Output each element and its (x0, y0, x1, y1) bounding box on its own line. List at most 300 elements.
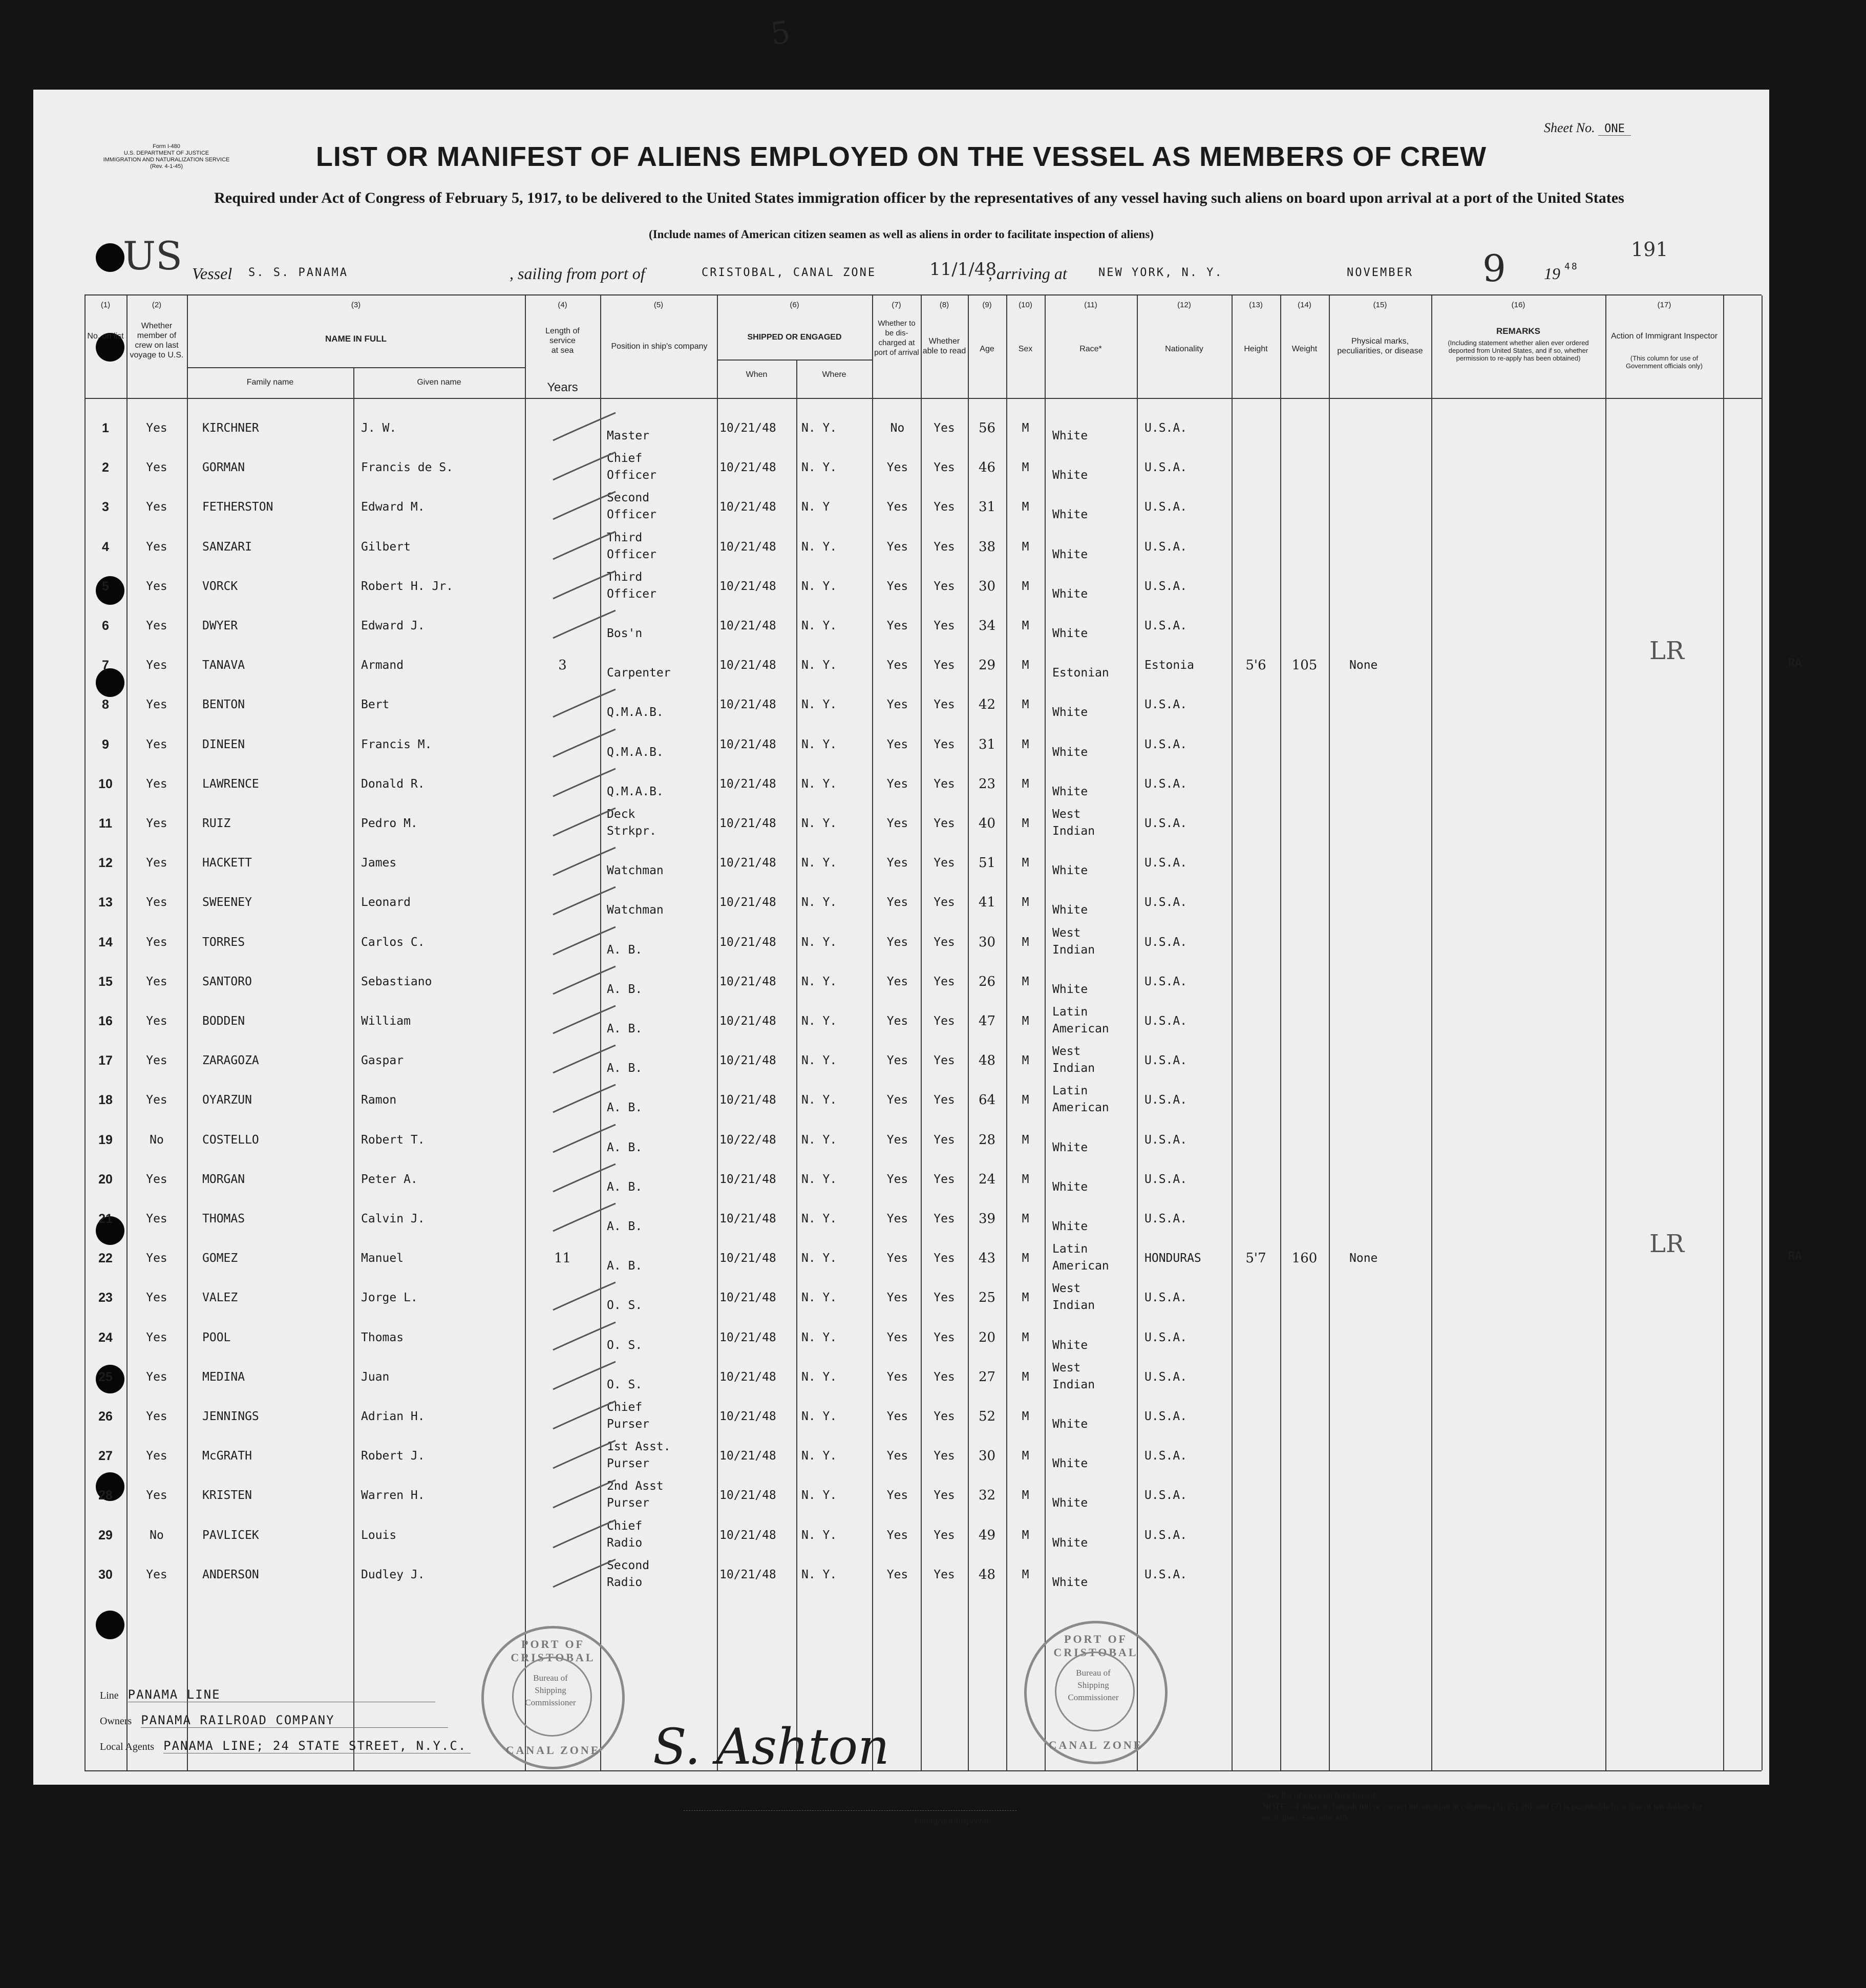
cell-nat: U.S.A. (1144, 540, 1188, 554)
cell-race (1052, 1439, 1137, 1472)
check-mark-icon (548, 569, 620, 605)
cell-disch: Yes (886, 1410, 908, 1423)
cell-where: N. Y. (801, 461, 837, 475)
cell-no: 16 (98, 1014, 113, 1028)
race-line-1 (1052, 1123, 1137, 1139)
cell-read: Yes (934, 421, 955, 435)
cell-no: 21 (98, 1212, 113, 1226)
port-stamp-right: PORT OF CRISTOBAL Bureau of Shipping Commissioner CANAL ZONE (1024, 1621, 1168, 1764)
cell-no: 5 (102, 579, 109, 594)
table-row (84, 1128, 1762, 1167)
cell-where: N. Y. (801, 421, 837, 435)
cell-sex: M (1022, 935, 1029, 949)
cell-nat: U.S.A. (1144, 619, 1188, 632)
cell-family: HACKETT (202, 856, 252, 870)
cell-member: Yes (146, 1093, 167, 1107)
footer-note: *See list of races on back hereof. NOTE.—Failure to furnish full or correct information in columns (3), (5), (6), and (7) is punishable by a fine of ten dollars for each alien. See other side. (1262, 1790, 1703, 1823)
cell-where: N. Y. (801, 1172, 837, 1186)
cell-read: Yes (934, 1212, 955, 1225)
table-row (84, 416, 1762, 455)
cell-age: 27 (978, 1369, 996, 1385)
inspector-label: Immigrant Inspector. (914, 1815, 991, 1826)
race-line-2: Indian (1052, 943, 1095, 957)
position-line-1 (607, 925, 714, 942)
cell-where: N. Y. (801, 1212, 837, 1225)
cell-when: 10/21/48 (719, 619, 776, 632)
top-handwritten-mark: 5 (768, 14, 793, 53)
handwritten-date: 11/1/48 (929, 259, 997, 280)
cell-when: 10/21/48 (719, 935, 776, 949)
col-remarks: REMARKS (1496, 326, 1540, 336)
check-mark-icon (548, 964, 620, 1000)
cell-read: Yes (934, 500, 955, 514)
cell-position (607, 925, 714, 959)
cell-position (607, 845, 714, 879)
cell-age: 32 (978, 1488, 996, 1504)
cell-given: Pedro M. (361, 817, 418, 830)
cell-member: Yes (146, 421, 167, 435)
cell-read: Yes (934, 659, 955, 672)
race-line-2: White (1052, 864, 1088, 878)
cell-where: N. Y. (801, 777, 837, 791)
cell-position (607, 648, 714, 682)
cell-no: 8 (102, 697, 109, 712)
cell-weight: 160 (1291, 1251, 1318, 1266)
position-line-1: Third (607, 531, 643, 544)
cell-service: 3 (558, 658, 567, 673)
cell-disch: Yes (886, 1093, 908, 1107)
check-mark-icon (548, 608, 620, 644)
cell-nat: Estonia (1144, 659, 1194, 672)
cell-race (1052, 490, 1137, 523)
col-where: Where (822, 370, 846, 379)
footer-line: Line PANAMA LINE (100, 1687, 435, 1702)
race-line-1 (1052, 411, 1137, 428)
position-line-2: Q.M.A.B. (607, 706, 664, 720)
cell-age: 34 (978, 618, 996, 633)
cell-read: Yes (934, 698, 955, 712)
cell-position (607, 608, 714, 642)
col-when: When (746, 370, 768, 379)
check-mark-icon (548, 1360, 620, 1395)
cell-given: Gaspar (361, 1054, 404, 1068)
cell-where: N. Y. (801, 1014, 837, 1028)
cell-member: Yes (146, 856, 167, 870)
cell-position (607, 450, 714, 484)
cell-race (1052, 1201, 1137, 1235)
cell-read: Yes (934, 777, 955, 791)
cell-member: Yes (146, 817, 167, 830)
cell-member: Yes (146, 500, 167, 514)
cell-sex: M (1022, 1528, 1029, 1542)
position-line-1 (607, 1360, 714, 1377)
cell-family: SANTORO (202, 975, 252, 988)
cell-race (1052, 411, 1137, 445)
cell-age: 48 (978, 1053, 996, 1069)
cell-where: N. Y. (801, 737, 837, 751)
cell-read: Yes (934, 1133, 955, 1147)
cell-nat: U.S.A. (1144, 1093, 1188, 1107)
cell-where: N. Y. (801, 896, 837, 910)
cell-disch: Yes (886, 1212, 908, 1225)
cell-member: Yes (146, 1054, 167, 1068)
cell-nat: U.S.A. (1144, 1330, 1188, 1344)
cell-race (1052, 1123, 1137, 1156)
cell-member: Yes (146, 461, 167, 475)
position-line-2: A. B. (607, 1180, 643, 1194)
cell-race (1052, 608, 1137, 642)
position-line-1 (607, 727, 714, 744)
position-line-2: Officer (607, 547, 656, 561)
cell-race (1052, 1004, 1137, 1038)
check-mark-icon (548, 530, 620, 565)
cell-family: BENTON (202, 698, 245, 712)
cell-disch: Yes (886, 896, 908, 910)
punch-hole (96, 243, 124, 272)
cell-nat: U.S.A. (1144, 896, 1188, 910)
cell-when: 10/21/48 (719, 896, 776, 910)
cell-age: 30 (978, 1448, 996, 1464)
cell-read: Yes (934, 1449, 955, 1463)
cell-position (607, 1439, 714, 1472)
cell-sex: M (1022, 817, 1029, 830)
cell-age: 24 (978, 1171, 996, 1187)
cell-sex: M (1022, 1172, 1029, 1186)
cell-sex: M (1022, 1489, 1029, 1503)
position-line-2: Strkpr. (607, 824, 656, 838)
cell-height: 5'6 (1245, 658, 1266, 673)
cell-position (607, 1557, 714, 1591)
check-mark-icon (548, 1083, 620, 1118)
cell-position (607, 490, 714, 523)
race-line-1 (1052, 687, 1137, 704)
race-line-1 (1052, 1320, 1137, 1337)
race-line-2: American (1052, 1101, 1109, 1115)
position-line-2: Purser (607, 1496, 650, 1510)
cell-no: 15 (98, 974, 113, 989)
arrival-month: NOVEMBER (1347, 266, 1413, 279)
cell-no: 1 (102, 421, 109, 435)
col-discharged: Whether to be dis-charged at port of arrival (874, 319, 919, 357)
col-physical-marks: Physical marks, peculiarities, or disease (1337, 337, 1423, 355)
cell-race (1052, 1162, 1137, 1196)
check-mark-icon (548, 1557, 620, 1593)
race-line-1 (1052, 1439, 1137, 1455)
cell-family: TORRES (202, 935, 245, 949)
cell-family: KRISTEN (202, 1489, 252, 1503)
race-line-2: Indian (1052, 1062, 1095, 1075)
table-row (84, 1230, 1802, 1285)
position-line-1 (607, 608, 714, 625)
vessel-line: Vessel S. S. PANAMA , sailing from port of CRISTOBAL, CANAL ZONE 11/1/48 , arriving at NEW YORK, N. Y. NOVEMBER 9 19 48 (192, 247, 1579, 290)
check-mark-icon (548, 1478, 620, 1514)
race-line-2: Indian (1052, 824, 1095, 838)
cell-position (607, 964, 714, 998)
ra-annotation: RA (1788, 1250, 1802, 1263)
cell-race (1052, 1320, 1137, 1354)
cell-where: N. Y. (801, 1568, 837, 1581)
cell-where: N. Y. (801, 1489, 837, 1503)
arrival-day: 9 (1482, 247, 1506, 290)
race-line-1 (1052, 727, 1137, 744)
cell-no: 17 (98, 1053, 113, 1068)
cell-nat: U.S.A. (1144, 1528, 1188, 1542)
cell-position (607, 1360, 714, 1393)
race-line-2: White (1052, 627, 1088, 640)
cell-age: 49 (978, 1527, 996, 1543)
cell-race (1052, 687, 1137, 721)
check-mark-icon (548, 1004, 620, 1040)
cell-no: 3 (102, 500, 109, 515)
cell-sex: M (1022, 698, 1029, 712)
cell-when: 10/21/48 (719, 1330, 776, 1344)
cell-family: POOL (202, 1330, 231, 1344)
cell-no: 20 (98, 1172, 113, 1187)
cell-disch: Yes (886, 1252, 908, 1265)
footer-local-agents: Local Agents PANAMA LINE; 24 STATE STREET, N.Y.C. (100, 1739, 471, 1753)
cell-race (1052, 1043, 1137, 1077)
cell-given: Francis M. (361, 737, 432, 751)
position-line-2: Officer (607, 469, 656, 482)
cell-age: 23 (978, 776, 996, 792)
cell-disch: Yes (886, 777, 908, 791)
col-weight: Weight (1291, 345, 1318, 353)
cell-read: Yes (934, 1014, 955, 1028)
check-mark-icon (548, 845, 620, 881)
cell-family: SWEENEY (202, 896, 252, 910)
cell-given: Calvin J. (361, 1212, 425, 1225)
cell-disch: Yes (886, 659, 908, 672)
cell-member: Yes (146, 1014, 167, 1028)
cell-member: No (150, 1133, 164, 1147)
race-line-1 (1052, 490, 1137, 506)
cell-no: 14 (98, 935, 113, 949)
cell-age: 29 (978, 658, 996, 673)
from-port: CRISTOBAL, CANAL ZONE (702, 266, 877, 279)
cell-disch: Yes (886, 1528, 908, 1542)
race-line-2: White (1052, 429, 1088, 442)
position-line-1 (607, 1123, 714, 1139)
table-row (84, 491, 1762, 534)
race-line-1: West (1052, 1361, 1081, 1374)
cell-age: 25 (978, 1290, 996, 1306)
cell-no: 25 (98, 1369, 113, 1384)
cell-when: 10/21/48 (719, 1172, 776, 1186)
position-line-1 (607, 1083, 714, 1099)
cell-age: 40 (978, 816, 996, 831)
position-line-1: Second (607, 1558, 650, 1572)
cell-nat: U.S.A. (1144, 1133, 1188, 1147)
table-row (84, 531, 1762, 574)
col-position: Position in ship's company (611, 342, 708, 351)
check-mark-icon (548, 727, 620, 763)
cell-service: 11 (554, 1251, 571, 1266)
cell-phys: None (1349, 1252, 1378, 1265)
cell-read: Yes (934, 1172, 955, 1186)
race-line-2: White (1052, 785, 1088, 798)
position-line-2: Q.M.A.B. (607, 745, 664, 759)
position-line-1: 2nd Asst (607, 1479, 664, 1493)
cell-read: Yes (934, 619, 955, 632)
cell-given: Armand (361, 659, 404, 672)
cell-position (607, 1399, 714, 1433)
cell-sex: M (1022, 777, 1029, 791)
table-row (84, 1401, 1762, 1444)
sheet-number: Sheet No. ONE (1544, 120, 1631, 136)
cell-member: Yes (146, 975, 167, 988)
cell-sex: M (1022, 896, 1029, 910)
col-name-in-full: NAME IN FULL (325, 334, 387, 344)
cell-race (1052, 1083, 1137, 1116)
race-line-1: Latin (1052, 1005, 1088, 1019)
cell-no: 7 (102, 658, 109, 673)
table-row (84, 1325, 1762, 1365)
position-line-2: Officer (607, 587, 656, 601)
col-member-last-voyage: Whether member of crew on last voyage to U.S. (130, 322, 184, 359)
check-mark-icon (548, 1162, 620, 1198)
cell-position (607, 1162, 714, 1196)
cell-member: Yes (146, 935, 167, 949)
race-line-2: White (1052, 903, 1088, 917)
cell-race (1052, 648, 1137, 682)
cell-when: 10/21/48 (719, 421, 776, 435)
cell-read: Yes (934, 1370, 955, 1384)
position-line-2: Q.M.A.B. (607, 785, 664, 798)
page-subtitle: Required under Act of Congress of February 5, 1917, to be delivered to the United States immigration officer by the representatives of any vessel having such aliens on board upon arrival at a port of the United States (214, 189, 1624, 206)
cell-where: N. Y. (801, 935, 837, 949)
position-line-1: Third (607, 570, 643, 584)
position-line-1 (607, 964, 714, 981)
cell-family: KIRCHNER (202, 421, 259, 435)
cell-disch: Yes (886, 1568, 908, 1581)
handwritten-us-mark: US (123, 233, 183, 279)
race-line-1: West (1052, 1045, 1081, 1059)
cell-read: Yes (934, 935, 955, 949)
table-row (84, 808, 1762, 851)
cell-sex: M (1022, 619, 1029, 632)
cell-member: Yes (146, 1252, 167, 1265)
cell-position (607, 530, 714, 563)
cell-race (1052, 1557, 1137, 1591)
col-shipped-engaged: SHIPPED OR ENGAGED (747, 333, 842, 342)
check-mark-icon (548, 806, 620, 842)
check-mark-icon (548, 687, 620, 723)
cell-age: 31 (978, 736, 996, 752)
cell-disch: Yes (886, 1489, 908, 1503)
inspector-signature: S. Ashton (653, 1718, 889, 1775)
table-row (84, 890, 1762, 929)
race-line-2: White (1052, 1338, 1088, 1352)
cell-position (607, 411, 714, 445)
race-line-2: White (1052, 508, 1088, 522)
position-line-1 (607, 1043, 714, 1060)
cell-age: 20 (978, 1329, 996, 1345)
check-mark-icon (548, 1280, 620, 1316)
position-line-2: A. B. (607, 1101, 643, 1115)
cell-nat: U.S.A. (1144, 1291, 1188, 1305)
cell-member: Yes (146, 579, 167, 593)
cell-sex: M (1022, 1568, 1029, 1581)
position-line-1: Chief (607, 1519, 643, 1533)
cell-given: William (361, 1014, 411, 1028)
race-line-2: White (1052, 706, 1088, 720)
col-able-read: Whether able to read (922, 337, 966, 355)
cell-member: Yes (146, 1291, 167, 1305)
cell-no: 23 (98, 1291, 113, 1305)
race-line-1: West (1052, 926, 1081, 940)
cell-age: 43 (978, 1251, 996, 1266)
cell-member: Yes (146, 1370, 167, 1384)
cell-when: 10/22/48 (719, 1133, 776, 1147)
position-line-1 (607, 687, 714, 704)
cell-disch: Yes (886, 1330, 908, 1344)
cell-given: Manuel (361, 1252, 404, 1265)
race-line-1 (1052, 1201, 1137, 1218)
cell-sex: M (1022, 1291, 1029, 1305)
cell-where: N. Y. (801, 1449, 837, 1463)
cell-no: 24 (98, 1330, 113, 1345)
race-line-1 (1052, 450, 1137, 467)
cell-age: 46 (978, 460, 996, 476)
cell-sex: M (1022, 1410, 1029, 1423)
race-line-1 (1052, 530, 1137, 546)
cell-disch: Yes (886, 619, 908, 632)
position-line-2: A. B. (607, 1022, 643, 1035)
position-line-2: Radio (607, 1536, 643, 1550)
cell-disch: Yes (886, 540, 908, 554)
race-line-1 (1052, 1162, 1137, 1179)
cell-sex: M (1022, 1449, 1029, 1463)
cell-disch: Yes (886, 737, 908, 751)
cell-sex: M (1022, 500, 1029, 514)
cell-nat: U.S.A. (1144, 1370, 1188, 1384)
cell-read: Yes (934, 896, 955, 910)
position-line-2: O. S. (607, 1299, 643, 1313)
cell-disch: Yes (886, 1291, 908, 1305)
cell-where: N. Y. (801, 1330, 837, 1344)
check-mark-icon (548, 1123, 620, 1158)
race-line-1 (1052, 569, 1137, 586)
cell-family: JENNINGS (202, 1410, 259, 1423)
cell-when: 10/21/48 (719, 1449, 776, 1463)
cell-read: Yes (934, 1568, 955, 1581)
cell-sex: M (1022, 1370, 1029, 1384)
position-line-1 (607, 1280, 714, 1297)
position-line-2: O. S. (607, 1338, 643, 1352)
cell-family: GORMAN (202, 461, 245, 475)
cell-when: 10/21/48 (719, 500, 776, 514)
table-row (84, 732, 1762, 772)
cell-position (607, 885, 714, 919)
check-mark-icon (548, 450, 620, 486)
cell-no: 6 (102, 619, 109, 633)
cell-when: 10/21/48 (719, 817, 776, 830)
cell-sex: M (1022, 1212, 1029, 1225)
cell-where: N. Y. (801, 1291, 837, 1305)
cell-age: 42 (978, 697, 996, 713)
table-row (84, 452, 1762, 495)
cell-where: N. Y. (801, 540, 837, 554)
cell-where: N. Y. (801, 619, 837, 632)
cell-no: 10 (98, 776, 113, 791)
cell-nat: U.S.A. (1144, 817, 1188, 830)
cell-family: THOMAS (202, 1212, 245, 1225)
cell-given: James (361, 856, 397, 870)
table-row (84, 1282, 1762, 1325)
cell-family: DWYER (202, 619, 238, 632)
cell-when: 10/21/48 (719, 1054, 776, 1068)
race-line-2: Indian (1052, 1378, 1095, 1391)
